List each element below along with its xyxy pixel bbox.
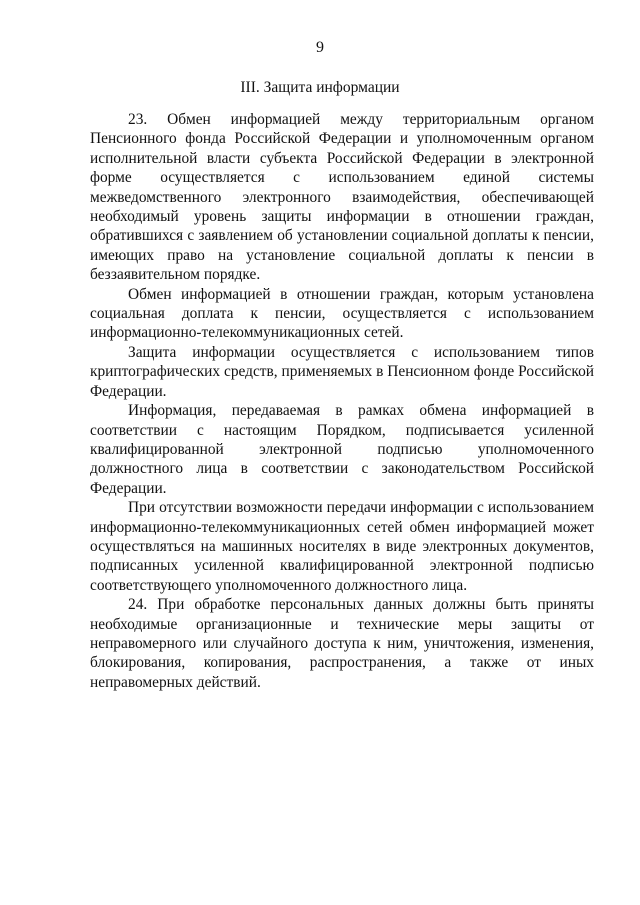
paragraph-crypto-protection: Защита информации осуществляется с использованием типов криптографических средств, применяемых в Пенсионном фонде Российской Федерации. [90,343,594,400]
paragraph-24: 24. При обработке персональных данных должны быть приняты необходимые организационные и технические меры защиты от неправомерного или случайного доступа к ним, уничтожения, изменения, блокирования, копирования, распространения, а также от иных неправомерных действий. [90,596,594,691]
paragraph-machine-media: При отсутствии возможности передачи информации с использованием информационно-телекоммуникационных сетей обмен информацией может осуществляться на машинных носителях в виде электронных документов, подписанных усиленной квалифицированной электронной подписью соответствующего уполномоченного должностного лица. [90,499,594,594]
paragraph-23: 23. Обмен информацией между территориальным органом Пенсионного фонда Российской Федерации и уполномоченным органом исполнительной власти субъекта Российской Федерации в электронной форме осуществляется с использованием единой системы межведомственного электронного взаимодействия, обеспечивающей необходимый уровень защиты информации в отношении граждан, обратившихся с заявлением об установлении социальной доплаты к пенсии, имеющих право на установление социальной доплаты к пенсии в беззаявительном порядке. [90,111,594,284]
body-text [90,110,594,692]
section-title: III. Защита информации [240,79,400,96]
paragraph-electronic-signature: Информация, передаваемая в рамках обмена информацией в соответствии с настоящим Порядком, подписывается усиленной квалифицированной электронной подписью уполномоченного должностного лица в соответствии с законодательством Российской Федерации. [90,402,594,497]
paragraph-exchange-info: Обмен информацией в отношении граждан, которым установлена социальная доплата к пенсии, осуществляется с использованием информационно-телекоммуникационных сетей. [90,285,594,342]
page-number: 9 [316,39,324,56]
